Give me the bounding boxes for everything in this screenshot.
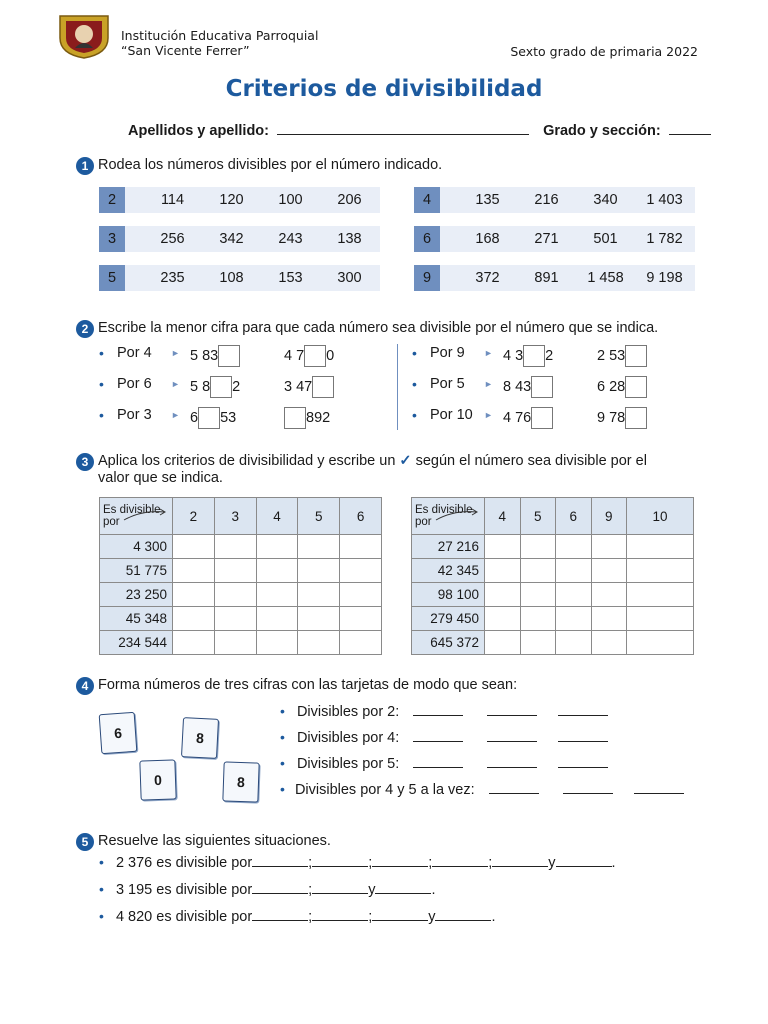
number-b: [284, 345, 334, 367]
digits: 892: [306, 409, 331, 426]
q2-item: [412, 407, 626, 426]
row-number: 279 450: [412, 607, 485, 631]
check-cell[interactable]: [173, 559, 215, 583]
number-a: [503, 345, 553, 367]
number-b: [284, 376, 334, 398]
check-cell[interactable]: [520, 583, 556, 607]
number-option[interactable]: 1 403: [646, 192, 683, 208]
digits: 8 43: [503, 378, 532, 395]
answer-blank[interactable]: [413, 729, 463, 742]
digit-box[interactable]: [523, 345, 545, 367]
question-text: Escribe la menor cifra para que cada número sea divisible por el número que se indica.: [98, 320, 659, 336]
period: .: [611, 855, 616, 871]
bullet-icon: •: [99, 345, 104, 361]
q4-line: [280, 755, 608, 772]
bullet-icon: •: [280, 729, 285, 745]
digits: 53: [220, 409, 237, 426]
number-option[interactable]: 114: [160, 192, 185, 208]
number-option[interactable]: 340: [593, 192, 618, 208]
table-row: [100, 559, 382, 583]
check-cell[interactable]: [173, 631, 215, 655]
answer-blank[interactable]: [489, 781, 539, 794]
table-corner: [100, 498, 173, 535]
text-part: valor que se indica.: [98, 470, 223, 486]
arrow-icon: ►: [484, 379, 493, 389]
column-header: 9: [591, 498, 627, 535]
divisor-label: Por 5: [430, 376, 465, 392]
number-option[interactable]: 501: [593, 231, 618, 247]
column-header: 3: [214, 498, 256, 535]
bullet-icon: •: [280, 703, 285, 719]
divisibility-table-left: [99, 497, 382, 655]
number-a: [190, 345, 240, 367]
digits: 2: [232, 378, 241, 395]
table-row: [100, 607, 382, 631]
bullet-icon: •: [412, 407, 417, 423]
digits: 0: [326, 347, 335, 364]
condition-label: Divisibles por 5:: [296, 756, 400, 772]
divisibility-table-right: [411, 497, 694, 655]
question-text: [98, 453, 698, 487]
q1-row: [414, 187, 695, 213]
check-cell[interactable]: [298, 559, 340, 583]
check-cell[interactable]: [556, 559, 592, 583]
check-cell[interactable]: [556, 583, 592, 607]
divisor-key: 3: [99, 226, 125, 252]
answer-blank[interactable]: [252, 908, 308, 921]
section-field[interactable]: [669, 120, 711, 135]
grade-label: Sexto grado de primaria 2022: [510, 44, 698, 59]
number-option[interactable]: 235: [160, 270, 185, 286]
table-row: [412, 583, 694, 607]
curved-arrow-icon: [122, 508, 168, 522]
conjunction: y: [548, 855, 556, 871]
situation-text: 3 195 es divisible por: [115, 882, 253, 898]
digits: 3 47: [284, 378, 313, 395]
separator: ;: [368, 909, 373, 925]
q1-row: [414, 226, 695, 252]
row-number: 98 100: [412, 583, 485, 607]
digit-box[interactable]: [218, 345, 240, 367]
answer-blank[interactable]: [252, 881, 308, 894]
column-header: 10: [627, 498, 694, 535]
check-cell[interactable]: [173, 583, 215, 607]
row-number: 51 775: [100, 559, 173, 583]
digit-box[interactable]: [210, 376, 232, 398]
table-row: [412, 559, 694, 583]
check-cell[interactable]: [173, 607, 215, 631]
number-b: [597, 407, 647, 429]
answer-blank[interactable]: [556, 854, 612, 867]
answer-blank[interactable]: [312, 908, 368, 921]
check-cell[interactable]: [256, 535, 298, 559]
digits: 6: [190, 409, 199, 426]
row-number: 645 372: [412, 631, 485, 655]
check-cell[interactable]: [214, 607, 256, 631]
digit-box[interactable]: [625, 376, 647, 398]
digit-box[interactable]: [625, 407, 647, 429]
text-part: según el número sea divisible por el: [415, 453, 647, 469]
check-cell[interactable]: [627, 583, 694, 607]
column-header: 6: [340, 498, 382, 535]
table-row: [412, 535, 694, 559]
corner-label: por: [415, 516, 432, 528]
answer-blank[interactable]: [252, 854, 308, 867]
digit-card[interactable]: 8: [181, 717, 219, 759]
check-cell[interactable]: [214, 535, 256, 559]
row-number: 234 544: [100, 631, 173, 655]
arrow-icon: ►: [171, 379, 180, 389]
check-cell[interactable]: [298, 631, 340, 655]
bullet-icon: •: [99, 908, 104, 924]
column-header: 5: [520, 498, 556, 535]
digits: 4 3: [503, 347, 524, 364]
answer-blank[interactable]: [558, 703, 608, 716]
table-corner: [412, 498, 485, 535]
question-number: 2: [76, 320, 94, 338]
separator: ;: [308, 855, 313, 871]
number-a: [503, 376, 553, 398]
digit-card[interactable]: 8: [222, 761, 259, 802]
separator: ;: [488, 855, 493, 871]
column-header: 6: [556, 498, 592, 535]
digit-box[interactable]: [284, 407, 306, 429]
divisor-label: Por 9: [430, 345, 465, 361]
digits: 5 83: [190, 347, 219, 364]
q5-item: [99, 908, 496, 925]
answer-blank[interactable]: [487, 729, 537, 742]
number-option[interactable]: 1 782: [646, 231, 683, 247]
check-cell[interactable]: [591, 631, 627, 655]
name-row: [128, 120, 711, 139]
q1-row: [99, 226, 380, 252]
column-divider: [397, 344, 398, 430]
condition-label: Divisibles por 4:: [296, 730, 400, 746]
answer-blank[interactable]: [558, 729, 608, 742]
number-option[interactable]: 243: [278, 231, 303, 247]
digits: 5 8: [190, 378, 211, 395]
check-cell[interactable]: [627, 607, 694, 631]
separator: ;: [428, 855, 433, 871]
digits: 6 28: [597, 378, 626, 395]
condition-label: Divisibles por 2:: [296, 704, 400, 720]
digits: 4 76: [503, 409, 532, 426]
digit-box[interactable]: [304, 345, 326, 367]
column-header: 4: [256, 498, 298, 535]
check-cell[interactable]: [173, 535, 215, 559]
bullet-icon: •: [99, 407, 104, 423]
period: .: [431, 882, 436, 898]
number-option[interactable]: 153: [278, 270, 303, 286]
question-text: Rodea los números divisibles por el número indicado.: [98, 157, 443, 173]
divisor-key: 5: [99, 265, 125, 291]
check-cell[interactable]: [520, 559, 556, 583]
number-option[interactable]: 300: [337, 270, 362, 286]
q5-item: [99, 854, 616, 871]
answer-blank[interactable]: [372, 854, 428, 867]
check-cell[interactable]: [298, 535, 340, 559]
q2-item: [99, 376, 313, 395]
check-cell[interactable]: [520, 631, 556, 655]
question-number: 5: [76, 833, 94, 851]
check-cell[interactable]: [340, 583, 382, 607]
q1-row: [99, 265, 380, 291]
check-cell[interactable]: [298, 607, 340, 631]
answer-blank[interactable]: [375, 881, 431, 894]
number-a: [190, 407, 236, 429]
number-option[interactable]: 120: [219, 192, 244, 208]
check-cell[interactable]: [340, 607, 382, 631]
check-cell[interactable]: [298, 583, 340, 607]
q2-item: [99, 407, 331, 426]
answer-blank[interactable]: [563, 781, 613, 794]
number-option[interactable]: 271: [534, 231, 559, 247]
divisor-label: Por 6: [117, 376, 152, 392]
name-label: Apellidos y apellido:: [128, 123, 269, 139]
number-a: [503, 407, 553, 429]
separator: ;: [308, 909, 313, 925]
column-header: 2: [173, 498, 215, 535]
answer-blank[interactable]: [312, 854, 368, 867]
question-text: Resuelve las siguientes situaciones.: [98, 833, 331, 849]
digit-card[interactable]: 0: [139, 759, 176, 800]
divisor-key: 6: [414, 226, 440, 252]
check-cell[interactable]: [591, 559, 627, 583]
check-cell[interactable]: [627, 631, 694, 655]
divisor-label: Por 4: [117, 345, 152, 361]
number-option[interactable]: 138: [337, 231, 362, 247]
row-number: 23 250: [100, 583, 173, 607]
question-number: 4: [76, 677, 94, 695]
number-option[interactable]: 135: [475, 192, 500, 208]
digit-box[interactable]: [625, 345, 647, 367]
q4-line: [280, 729, 608, 746]
check-cell[interactable]: [256, 583, 298, 607]
answer-blank[interactable]: [558, 755, 608, 768]
digit-box[interactable]: [198, 407, 220, 429]
answer-blank[interactable]: [487, 703, 537, 716]
number-b: [284, 407, 330, 429]
digit-box[interactable]: [531, 407, 553, 429]
number-option[interactable]: 206: [337, 192, 362, 208]
divisor-label: Por 10: [430, 407, 473, 423]
check-cell[interactable]: [256, 607, 298, 631]
check-cell[interactable]: [627, 559, 694, 583]
bullet-icon: •: [280, 781, 285, 797]
question-number: 1: [76, 157, 94, 175]
check-cell[interactable]: [520, 535, 556, 559]
check-cell[interactable]: [340, 559, 382, 583]
q1-row: [414, 265, 695, 291]
curved-arrow-icon: [434, 508, 480, 522]
bullet-icon: •: [99, 881, 104, 897]
number-option[interactable]: 256: [160, 231, 185, 247]
separator: ;: [368, 855, 373, 871]
number-b: [597, 376, 647, 398]
answer-blank[interactable]: [312, 881, 368, 894]
bullet-icon: •: [280, 755, 285, 771]
text-part: Aplica los criterios de divisibilidad y escribe un: [98, 453, 396, 469]
arrow-icon: ►: [484, 348, 493, 358]
answer-blank[interactable]: [372, 908, 428, 921]
divisor-label: Por 3: [117, 407, 152, 423]
digits: 4 7: [284, 347, 305, 364]
conjunction: y: [428, 909, 436, 925]
section-label: Grado y sección:: [543, 123, 661, 139]
answer-blank[interactable]: [432, 854, 488, 867]
separator: ;: [308, 882, 313, 898]
school-name: [121, 28, 318, 58]
check-cell[interactable]: [256, 559, 298, 583]
check-cell[interactable]: [214, 631, 256, 655]
check-cell[interactable]: [340, 535, 382, 559]
corner-label: Es divisible: [415, 504, 473, 516]
q2-item: [99, 345, 335, 364]
corner-label: por: [103, 516, 120, 528]
check-cell[interactable]: [340, 631, 382, 655]
number-option[interactable]: 342: [219, 231, 244, 247]
page-title: Criterios de divisibilidad: [225, 76, 543, 102]
bullet-icon: •: [99, 376, 104, 392]
check-cell[interactable]: [591, 607, 627, 631]
arrow-icon: ►: [484, 410, 493, 420]
check-cell[interactable]: [627, 535, 694, 559]
question-text: Forma números de tres cifras con las tarjetas de modo que sean:: [98, 677, 518, 693]
column-header: 4: [485, 498, 521, 535]
check-cell[interactable]: [485, 631, 521, 655]
check-cell[interactable]: [485, 607, 521, 631]
question-number: 3: [76, 453, 94, 471]
divisor-key: 9: [414, 265, 440, 291]
check-cell[interactable]: [556, 631, 592, 655]
situation-text: 2 376 es divisible por: [115, 855, 253, 871]
number-option[interactable]: 9 198: [646, 270, 683, 286]
number-option[interactable]: 891: [534, 270, 559, 286]
table-row: [100, 631, 382, 655]
row-number: 45 348: [100, 607, 173, 631]
situation-text: 4 820 es divisible por: [115, 909, 253, 925]
answer-blank[interactable]: [413, 755, 463, 768]
column-header: 5: [298, 498, 340, 535]
table-row: [100, 583, 382, 607]
conjunction: y: [368, 882, 376, 898]
check-cell[interactable]: [256, 631, 298, 655]
check-cell[interactable]: [591, 535, 627, 559]
answer-blank[interactable]: [487, 755, 537, 768]
row-number: 4 300: [100, 535, 173, 559]
condition-label: Divisibles por 4 y 5 a la vez:: [294, 782, 475, 798]
check-cell[interactable]: [485, 535, 521, 559]
number-option[interactable]: 100: [278, 192, 303, 208]
digit-box[interactable]: [531, 376, 553, 398]
q1-row: [99, 187, 380, 213]
name-field[interactable]: [277, 120, 529, 135]
digit-box[interactable]: [312, 376, 334, 398]
arrow-icon: ►: [171, 348, 180, 358]
row-number: 27 216: [412, 535, 485, 559]
divisor-key: 2: [99, 187, 125, 213]
q2-item: [412, 345, 626, 364]
table-row: [412, 607, 694, 631]
arrow-icon: ►: [171, 410, 180, 420]
check-cell[interactable]: [485, 559, 521, 583]
table-row: [100, 535, 382, 559]
period: .: [491, 909, 496, 925]
digits: 9 78: [597, 409, 626, 426]
school-line2: “San Vicente Ferrer”: [121, 43, 250, 58]
q4-line: [280, 781, 684, 798]
corner-label: Es divisible: [103, 504, 161, 516]
answer-blank[interactable]: [634, 781, 684, 794]
bullet-icon: •: [412, 345, 417, 361]
number-option[interactable]: 168: [475, 231, 500, 247]
number-option[interactable]: 108: [219, 270, 244, 286]
answer-blank[interactable]: [492, 854, 548, 867]
school-line1: Institución Educativa Parroquial: [121, 28, 319, 43]
number-option[interactable]: 1 458: [587, 270, 624, 286]
check-cell[interactable]: [485, 583, 521, 607]
answer-blank[interactable]: [413, 703, 463, 716]
number-b: [597, 345, 647, 367]
check-cell[interactable]: [214, 559, 256, 583]
bullet-icon: •: [99, 854, 104, 870]
check-cell[interactable]: [591, 583, 627, 607]
digit-card[interactable]: 6: [99, 712, 138, 754]
check-cell[interactable]: [556, 607, 592, 631]
number-option[interactable]: 372: [475, 270, 500, 286]
divisor-key: 4: [414, 187, 440, 213]
q4-line: [280, 703, 608, 720]
row-number: 42 345: [412, 559, 485, 583]
q5-item: [99, 881, 435, 898]
digits: 2: [545, 347, 554, 364]
q2-item: [412, 376, 626, 395]
check-icon: ✓: [399, 453, 412, 469]
number-a: [190, 376, 240, 398]
check-cell[interactable]: [556, 535, 592, 559]
answer-blank[interactable]: [435, 908, 491, 921]
number-option[interactable]: 216: [534, 192, 559, 208]
check-cell[interactable]: [520, 607, 556, 631]
check-cell[interactable]: [214, 583, 256, 607]
table-row: [412, 631, 694, 655]
digits: 2 53: [597, 347, 626, 364]
school-crest-icon: [56, 12, 112, 60]
bullet-icon: •: [412, 376, 417, 392]
